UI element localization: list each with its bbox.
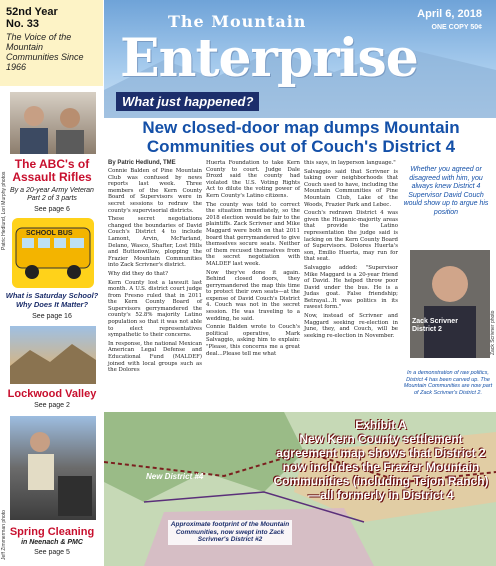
article-column-1: [108, 168, 202, 376]
story-photo-cleaning[interactable]: [10, 416, 96, 520]
masthead-small-title: The Mountain: [168, 12, 307, 31]
story-sub-rifles: By a 20-year Army Veteran Part 2 of 3 parts: [10, 187, 94, 202]
photo-credit: Patric Hedlund, Lori Murphy photos: [1, 171, 7, 250]
story-page-cleaning[interactable]: See page 5: [34, 549, 70, 556]
landscape-photo-icon: [10, 326, 96, 384]
school-bus-illustration[interactable]: [12, 218, 94, 288]
year-label: 52nd Year: [6, 6, 58, 18]
pull-quote: Whether you agreed or disagreed with him, you always knew District 4 Supervisor David Couch would show up to argue his position: [403, 166, 489, 216]
story-head-lockwood[interactable]: Lockwood Valley: [7, 388, 97, 400]
paragraph: Salvaggio added: "Supervisor Mike Maggard is a 20-year friend of David. He helped throw poor David under the bus. He is a Judas goat. False friendship; Betrayal...It was politics in its rawest form.": [304, 264, 398, 311]
issue-date: April 6, 2018: [417, 8, 482, 20]
volume-info: [6, 6, 58, 30]
story-photo-rifles[interactable]: [10, 92, 96, 154]
paragraph: Salvaggio said that Scrivner is taking over neighborhoods that Couch used to have, including the Mountain Communities of Pine Mountain Club, Lake of the Woods, Frazier Park and Lebec.: [304, 168, 398, 208]
story-sub-cleaning: in Neenach & PMC: [21, 539, 83, 546]
paragraph: Huerta Foundation to take Kern County to court. Judge Dale Drozd said the county had violated the U.S. Voting Rights Act to dilute the voting power of Kern County's Latino citizens.: [206, 160, 300, 199]
photo-caption: In a demonstration of raw politics, District 4 has been carved up. The Mountain Communities are now part of Zack Scrivner's District 2.: [403, 370, 493, 396]
story-page-saturday[interactable]: See page 16: [32, 313, 72, 320]
article-column-3: [304, 160, 398, 341]
masthead-title: Enterprise: [120, 28, 418, 89]
district-4-label: New District #4: [146, 472, 204, 481]
exhibit-text: New Kern County settlement agreement map shows that District 2 now includes the Frazier Mountain Communities (including Tejon Ranch)—all formerly in District 4: [273, 432, 489, 502]
zack-photo-credit: Zack Scrivner photo: [490, 310, 496, 355]
people-photo-icon: [10, 92, 96, 154]
paragraph: These secret negotiations changed the boundaries of David Couch's District 4 to include Lamont, Arvin, McFarland, Delano, Wasco, Shafter, Lost Hills and Buttonwillow, plopping the Frazier Mountain Communities into Zack Scrivner's district.: [108, 216, 202, 269]
exhibit-title: Exhibit A: [355, 418, 407, 432]
zack-scrivner-photo[interactable]: [410, 250, 490, 358]
map-footprint-note: Approximate footprint of the Mountain Communities, now swept into Zack Scrivner's District #2: [168, 520, 292, 545]
headline[interactable]: New closed-door map dumps Mountain Communities out of Couch's District 4: [142, 118, 460, 156]
paragraph: Now, instead of Scrivner and Maggard seeking re-election in June, they, and Couch, will be seeking re-election in November.: [304, 313, 398, 339]
story-head-saturday[interactable]: What is Saturday School? Why Does It Matter?: [5, 291, 99, 309]
paragraph: this says, in layperson language.": [304, 160, 396, 166]
story-photo-lockwood[interactable]: [10, 326, 96, 384]
portrait-icon: [410, 250, 490, 358]
volunteer-photo-icon: [10, 416, 96, 520]
exhibit-callout: [272, 418, 490, 502]
paragraph: Kern County lost a lawsuit last month. A U.S. district court judge from Fresno ruled that in 2011 the Kern County Board of Supervisors gerrymandered the county's 52.8% majority Latino population so that it was not able to elect representatives sympathetic to their concerns.: [108, 279, 202, 339]
bus-sign: SCHOOL BUS: [26, 230, 73, 237]
tagline: The Voice of the Mountain Communities Since 1966: [6, 32, 84, 72]
paragraph: Couch's redrawn District 4 was given the Hispanic-majority areas that provide the Latino representation the judge said is lacking on the Kern County Board of Supervisors. Dolores Huerta's son, Emilio Huerta, may run for that seat.: [304, 210, 398, 263]
issue-number: No. 33: [6, 18, 40, 30]
paragraph: Connie Balden wrote to Couch's political operative, Mark Salvaggio, asking him to explain: "Please, this concerns me a great deal...Please tell me what: [206, 324, 300, 357]
photo-credit-2: Jeff Zimmerman photo: [1, 510, 7, 560]
story-head-cleaning[interactable]: Spring Cleaning: [9, 526, 95, 538]
article-column-2: [206, 160, 300, 359]
paragraph: Connie Balden of Pine Mountain Club was confused by news reports last week. Three members of the Kern County Board of Supervisors were in secret sessions to redraw the county's supervisorial districts.: [108, 168, 202, 214]
paragraph: The county was told to correct the situation immediately, so the 2018 election would be fair to the plaintiffs. Zack Scrivner and Mike Maggard were both on that 2011 board that gerrymandered to give themselves secure seats. Neither of them recused themselves from the secret negotiation with MALDEF last week.: [206, 201, 300, 267]
school-bus-icon: [12, 218, 94, 288]
kicker: What just happened?: [116, 92, 259, 111]
story-head-rifles[interactable]: The ABC's of Assault Rifles: [12, 157, 92, 184]
story-page-lockwood[interactable]: See page 2: [34, 402, 70, 409]
paragraph: Why did they do that?: [108, 270, 169, 277]
byline: By Patric Hedlund, TME: [108, 160, 176, 166]
paragraph: Now they've done it again. Behind closed doors, they gerrymandered the map this time to protect their own seats—at the expense of David Couch's District 4. Couch was not in the secret session. He was traveling to a wedding, he said.: [206, 269, 300, 322]
story-page-rifles[interactable]: See page 6: [34, 206, 70, 213]
price: ONE COPY 50¢: [431, 24, 482, 31]
zack-name-label: Zack Scrivner District 2: [412, 318, 458, 333]
paragraph: In response, the national Mexican American Legal Defense and Educational Fund (MALDEF) joined with local groups such as the Dolores: [108, 340, 202, 374]
